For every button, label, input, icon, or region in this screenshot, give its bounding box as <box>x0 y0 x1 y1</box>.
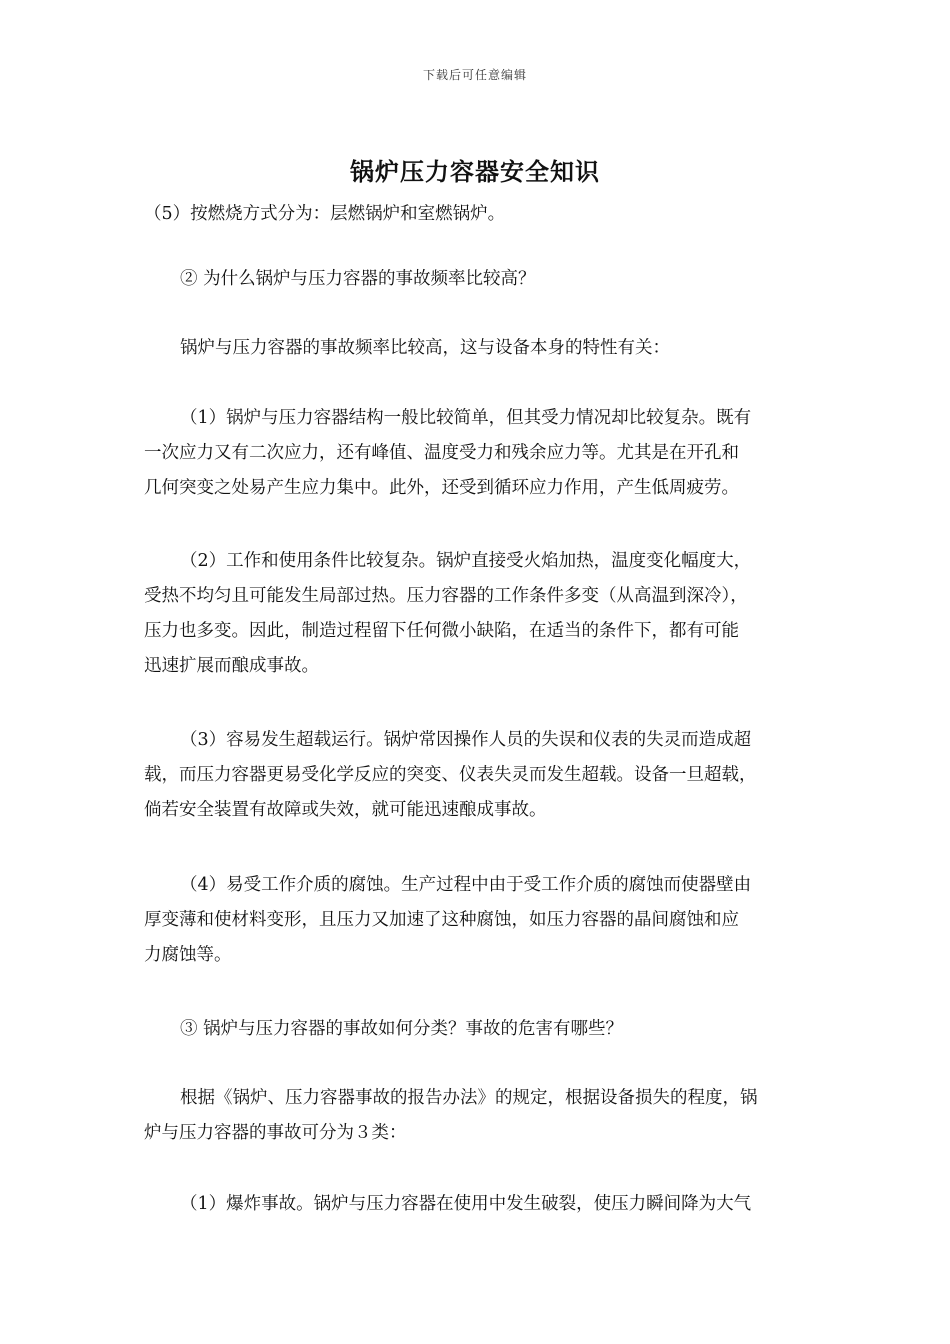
paragraph-line: 力腐蚀等。 <box>144 945 232 965</box>
paragraph-intro <box>144 331 808 366</box>
paragraph-line: ③ 锅炉与压力容器的事故如何分类？事故的危害有哪些？ <box>180 1019 624 1039</box>
paragraph-line: 锅炉与压力容器的事故频率比较高，这与设备本身的特性有关： <box>180 338 670 358</box>
paragraph-line: 受热不均匀且可能发生局部过热。压力容器的工作条件多变（从高温到深冷）， <box>144 586 748 606</box>
paragraph-point-3 <box>144 723 808 828</box>
question-heading-2 <box>144 262 808 297</box>
paragraph-line: （3）容易发生超载运行。锅炉常因操作人员的失误和仪表的失灵而造成超 <box>180 730 752 750</box>
paragraph-line: 炉与压力容器的事故可分为３类： <box>144 1123 407 1143</box>
question-heading-3 <box>144 1012 808 1047</box>
paragraph-line: 载，而压力容器更易受化学反应的突变、仪表失灵而发生超载。设备一旦超载， <box>144 765 757 785</box>
paragraph-point-1 <box>144 401 808 506</box>
paragraph-line: （2）工作和使用条件比较复杂。锅炉直接受火焰加热，温度变化幅度大， <box>180 551 752 571</box>
paragraph-line: 根据《锅炉、压力容器事故的报告办法》的规定，根据设备损失的程度，锅 <box>180 1088 758 1108</box>
paragraph-line: 几何突变之处易产生应力集中。此外，还受到循环应力作用，产生低周疲劳。 <box>144 478 739 498</box>
paragraph-line: （4）易受工作介质的腐蚀。生产过程中由于受工作介质的腐蚀而使器壁由 <box>180 875 752 895</box>
paragraph-combustion-type <box>144 197 808 232</box>
paragraph-line: 压力也多变。因此，制造过程留下任何微小缺陷，在适当的条件下，都有可能 <box>144 621 739 641</box>
document-title: 锅炉压力容器安全知识 <box>350 157 600 186</box>
paragraph-line: 倘若安全装置有故障或失效，就可能迅速酿成事故。 <box>144 800 547 820</box>
paragraph-point-4 <box>144 868 808 973</box>
paragraph-point-2 <box>144 544 808 684</box>
paragraph-line: 迅速扩展而酿成事故。 <box>144 656 319 676</box>
header-note: 下载后可任意编辑 <box>422 68 527 82</box>
paragraph-classification <box>144 1081 808 1151</box>
paragraph-explosion-accident <box>144 1187 808 1222</box>
paragraph-line: （5）按燃烧方式分为：层燃锅炉和室燃锅炉。 <box>144 204 506 224</box>
paragraph-line: 一次应力又有二次应力，还有峰值、温度受力和残余应力等。尤其是在开孔和 <box>144 443 739 463</box>
paragraph-line: 厚变薄和使材料变形，且压力又加速了这种腐蚀，如压力容器的晶间腐蚀和应 <box>144 910 739 930</box>
paragraph-line: （1）爆炸事故。锅炉与压力容器在使用中发生破裂，使压力瞬间降为大气 <box>180 1194 752 1214</box>
paragraph-line: ② 为什么锅炉与压力容器的事故频率比较高？ <box>180 269 536 289</box>
paragraph-line: （1）锅炉与压力容器结构一般比较简单，但其受力情况却比较复杂。既有 <box>180 408 752 428</box>
